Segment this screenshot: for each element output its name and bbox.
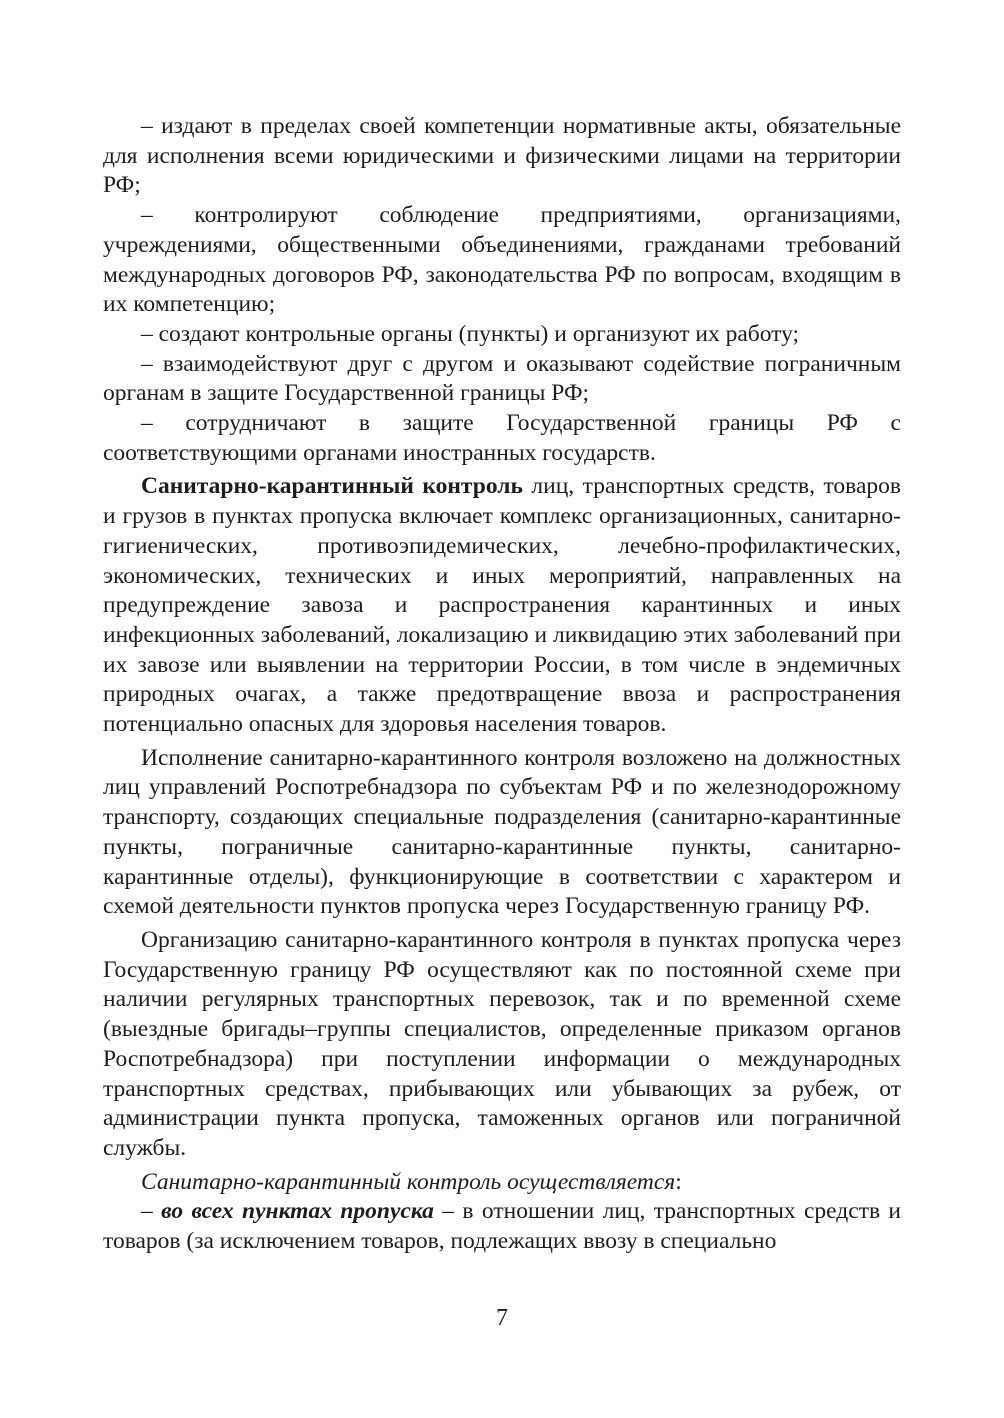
- document-page: [103, 112, 901, 1257]
- definition-text: лиц, транспортных средств, товаров и грузов в пунктах пропуска включает комплекс организационных, санитарно-гигиенических, противоэпидемических, лечебно-профилактических, экономических, технических и иных мероприятий, направленных на предупреждение завоза и распространения карантинных и иных инфекционных заболеваний, локализацию и ликвидацию этих заболеваний при их завозе или выявлении на территории России, в том числе в эндемичных природных очагах, а также предотвращение ввоза и распространения потенциально опасных для здоровья населения товаров.: [103, 473, 901, 738]
- bullet-all-checkpoints: [103, 1197, 901, 1256]
- colon: :: [675, 1168, 682, 1195]
- bullet-cooperate-foreign-bodies: – сотрудничают в защите Государственной границы РФ с соответствующими органами иностранных государств.: [103, 410, 901, 466]
- dash: –: [141, 1198, 162, 1225]
- paragraph-execution: Исполнение санитарно-карантинного контроля возложено на должностных лиц управлений Роспотребнадзора по субъектам РФ и по железнодорожному транспорту, создающих специальные подразделения (санитарно-карантинные пункты, пограничные санитарно-карантинные пункты, санитарно-карантинные отделы), функционирующие в соответствии с характером и схемой деятельности пунктов пропуска через Государственную границу РФ.: [103, 744, 901, 920]
- bullet-create-control-bodies: – создают контрольные органы (пункты) и организуют их работу;: [141, 320, 800, 347]
- bullet-control-compliance: – контролируют соблюдение предприятиями, организациями, учреждениями, общественными объединениями, гражданами требований международных договоров РФ, законодательства РФ по вопросам, входящим в их компетенцию;: [103, 202, 901, 318]
- page-number: 7: [496, 1305, 508, 1331]
- bullet-interact-border-bodies: – взаимодействуют друг с другом и оказывают содействие пограничным органам в защите Государственной границы РФ;: [103, 350, 901, 407]
- paragraph-sanitary-control-definition: [103, 472, 901, 739]
- control-performed-heading: Санитарно-карантинный контроль осуществляется: [141, 1168, 676, 1195]
- bullet-issue-normative-acts: – издают в пределах своей компетенции нормативные акты, обязательные для исполнения всеми юридическими и физическими лицами на территории РФ;: [103, 113, 901, 199]
- paragraph-organization: Организацию санитарно-карантинного контроля в пунктах пропуска через Государственную границу РФ осуществляют как по постоянной схеме при наличии регулярных транспортных перевозок, так и по временной схеме (выездные бригады–группы специалистов, определенные приказом органов Роспотребнадзора) при поступлении информации о международных транспортных средствах, прибывающих или убывающих за рубеж, от администрации пункта пропуска, таможенных органов или пограничной службы.: [103, 926, 901, 1161]
- term-all-checkpoints: во всех пунктах пропуска: [161, 1198, 434, 1225]
- bullet-text: – в отношении лиц, транспортных средств и товаров (за исключением товаров, подлежащих ввозу в специально: [103, 1198, 902, 1255]
- paragraph-control-performed: [103, 1168, 901, 1198]
- term-sanitary-quarantine-control: Санитарно-карантинный контроль: [141, 473, 523, 500]
